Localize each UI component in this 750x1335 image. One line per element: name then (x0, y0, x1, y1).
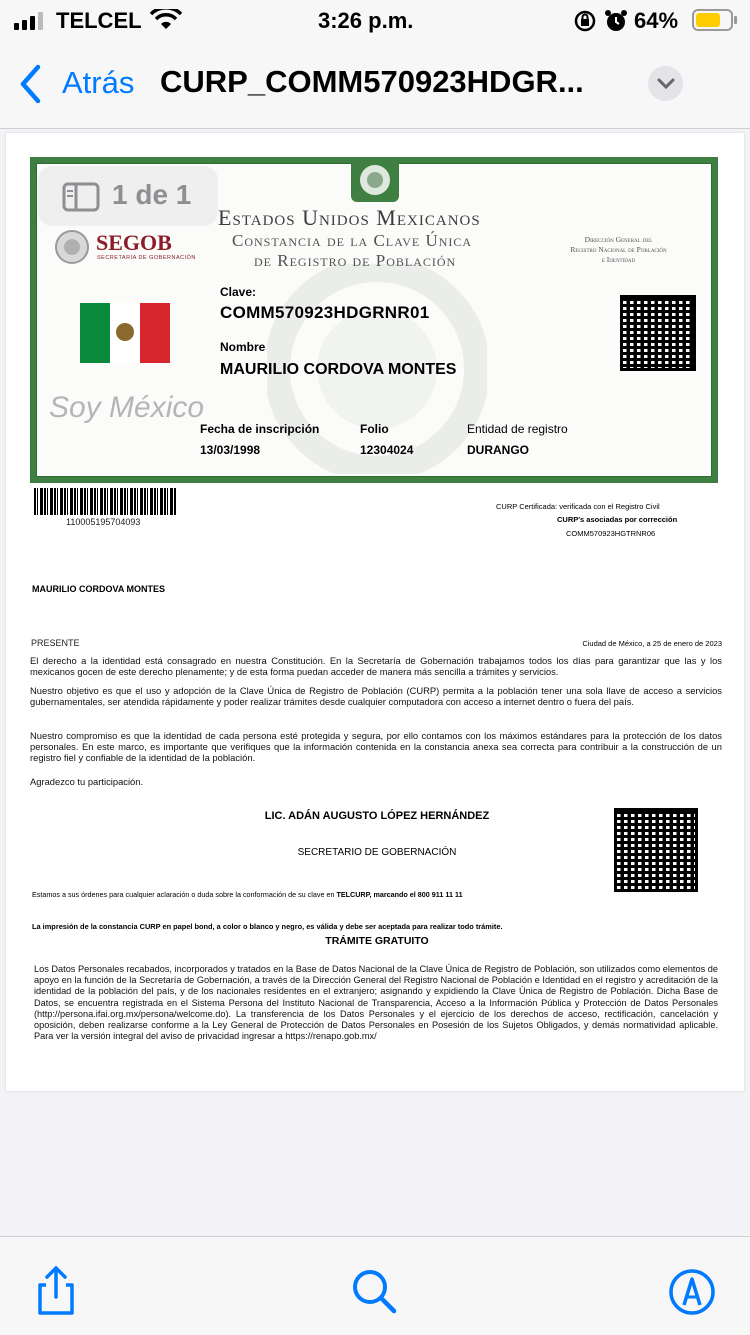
signal-icon (14, 12, 48, 30)
segob-emblem-icon (54, 229, 90, 265)
carrier-label: TELCEL (56, 8, 142, 33)
share-icon (32, 1265, 80, 1317)
fecha-value: 13/03/1998 (200, 443, 261, 457)
document-title: CURP_COMM570923HDGR... (160, 64, 584, 99)
privacy-notice: Los Datos Personales recabados, incorporados y tratados en la Base de Datos Nacional de la Clave Única de Registro de Población, son utilizados como elementos de apoyo en la función de la Secretaría de Gobernación, a través de la Dirección General del Registro Nacional de Población e Identidad en el registro y acreditación de la identidad de la población del país, y de los nacionales residentes en el extranjero; asignando y expidiendo la Clave Única de Registro de Población. Dicha Base de Datos, se encuentra registrada en el Sistema Persona del Instituto Nacional de Transparencia, Acceso a la Información Pública y Protección de Datos Personales (http://persona.ifai.org.mx/persona/welcome.do). La transferencia de los Datos Personales y el ejercicio de los derechos de acceso, rectificación, cancelación y oposición, deben realizarse conforme a la Ley General de Protección de Datos Personales en Posesión de los Sujetos Obligados, y demás normatividad aplicable. Para ver la versión integral del aviso de privacidad ingresar a https://renapo.gob.mx/ (34, 964, 718, 1042)
barcode-number: 110005195704093 (66, 517, 141, 527)
paragraph-3: Nuestro compromiso es que la identidad de cada persona esté protegida y segura, por ello contamos con los máximos estándares para la protección de los datos personales. En este marco, es importante que verifiques que la información contenida en la constancia anexa sea correcta para contribuir a la construcción de un registro fiel y confiable de la identidad de la población. (30, 730, 722, 764)
nombre-label: Nombre (220, 340, 266, 354)
page-indicator (38, 166, 218, 226)
markup-icon (667, 1267, 717, 1317)
signatory-title: SECRETARIO DE GOBERNACIÓN (297, 847, 457, 858)
nombre-value: MAURILIO CORDOVA MONTES (220, 361, 457, 378)
clave-value: COMM570923HDGRNR01 (220, 303, 430, 322)
contact-line (32, 890, 463, 899)
entidad-value: DURANGO (467, 443, 529, 457)
header-line-1: Estados Unidos Mexicanos (218, 205, 481, 230)
wifi-icon (150, 9, 182, 31)
tramite-gratuito: TRÁMITE GRATUITO (325, 935, 429, 947)
orientation-lock-icon (574, 10, 596, 32)
certificada-text: CURP Certificada: verificada con el Registro Civil (496, 502, 660, 511)
impresion-note: La impresión de la constancia CURP en papel bond, a color o blanco y negro, es válida y debe ser aceptada para realizar todo trámite. (32, 922, 503, 931)
navigation-bar (0, 42, 750, 129)
search-icon (350, 1267, 400, 1317)
entidad-label: Entidad de registro (467, 422, 568, 436)
status-bar (0, 0, 750, 42)
direccion-line-2: Registro Nacional de Población (570, 245, 667, 254)
signature-qr-code (614, 808, 698, 892)
clave-label: Clave: (220, 285, 257, 299)
alarm-icon (604, 9, 628, 33)
paragraph-2: Nuestro objetivo es que el uso y adopción de la Clave Única de Registro de Población (CURP) permita a la población tener una sola llave de acceso a servicios gubernamentales, ser atendida rápidamente y poder realizar trámites desde cualquier computadora con acceso a internet dentro o fuera del país. (30, 685, 722, 708)
signatory-name: LIC. ADÁN AUGUSTO LÓPEZ HERNÁNDEZ (264, 810, 490, 822)
folio-value: 12304024 (360, 443, 414, 457)
bottom-toolbar (0, 1236, 750, 1335)
markup-button[interactable] (667, 1267, 717, 1317)
clock: 3:26 p.m. (318, 8, 414, 33)
direccion-line-1: Dirección General del (584, 235, 653, 244)
addressee: MAURILIO CORDOVA MONTES (32, 584, 165, 594)
search-button[interactable] (350, 1267, 400, 1317)
header-line-3: de Registro de Población (254, 251, 457, 270)
presente: PRESENTE (31, 638, 80, 648)
sidebar-icon (62, 182, 100, 212)
telcurp-number: TELCURP, marcando el 800 911 11 11 (336, 890, 463, 899)
segob-subtitle: SECRETARÍA DE GOBERNACIÓN (97, 255, 196, 261)
direccion-line-3: e Identidad (601, 255, 636, 264)
battery-percent: 64% (634, 8, 679, 33)
header-line-2: Constancia de la Clave Única (232, 231, 473, 250)
soy-mexico-logo: Soy México (49, 391, 205, 424)
chevron-down-icon (657, 77, 675, 91)
segob-logo: SEGOB (96, 230, 172, 255)
paragraph-1: El derecho a la identidad está consagrado en nuestra Constitución. En la Secretaría de Gobernación trabajamos todos los días para garantizar que las y los mexicanos gocen de este derecho plenamente; y de esta forma puedan acceder de manera más sencilla a trámites y servicios. (30, 655, 722, 678)
agradezco: Agradezco tu participación. (30, 776, 144, 787)
fecha-label: Fecha de inscripción (200, 422, 320, 436)
mexico-flag-icon (80, 303, 170, 363)
asociadas-text: CURP's asociadas por corrección (557, 515, 678, 524)
barcode (34, 488, 176, 515)
chevron-left-icon (18, 64, 42, 104)
qr-code (620, 295, 696, 371)
back-button[interactable] (14, 60, 144, 106)
title-menu-button[interactable] (648, 66, 683, 101)
page-count: 1 de 1 (112, 179, 192, 210)
folio-label: Folio (360, 422, 389, 436)
place-date: Ciudad de México, a 25 de enero de 2023 (582, 639, 722, 648)
battery-icon (692, 9, 738, 31)
contact-text: Estamos a sus órdenes para cualquier aclaración o duda sobre la conformación de su clave en (32, 890, 335, 899)
back-label: Atrás (62, 65, 135, 100)
asociada-value: COMM570923HGTRNR06 (566, 529, 656, 538)
share-button[interactable] (32, 1265, 80, 1317)
